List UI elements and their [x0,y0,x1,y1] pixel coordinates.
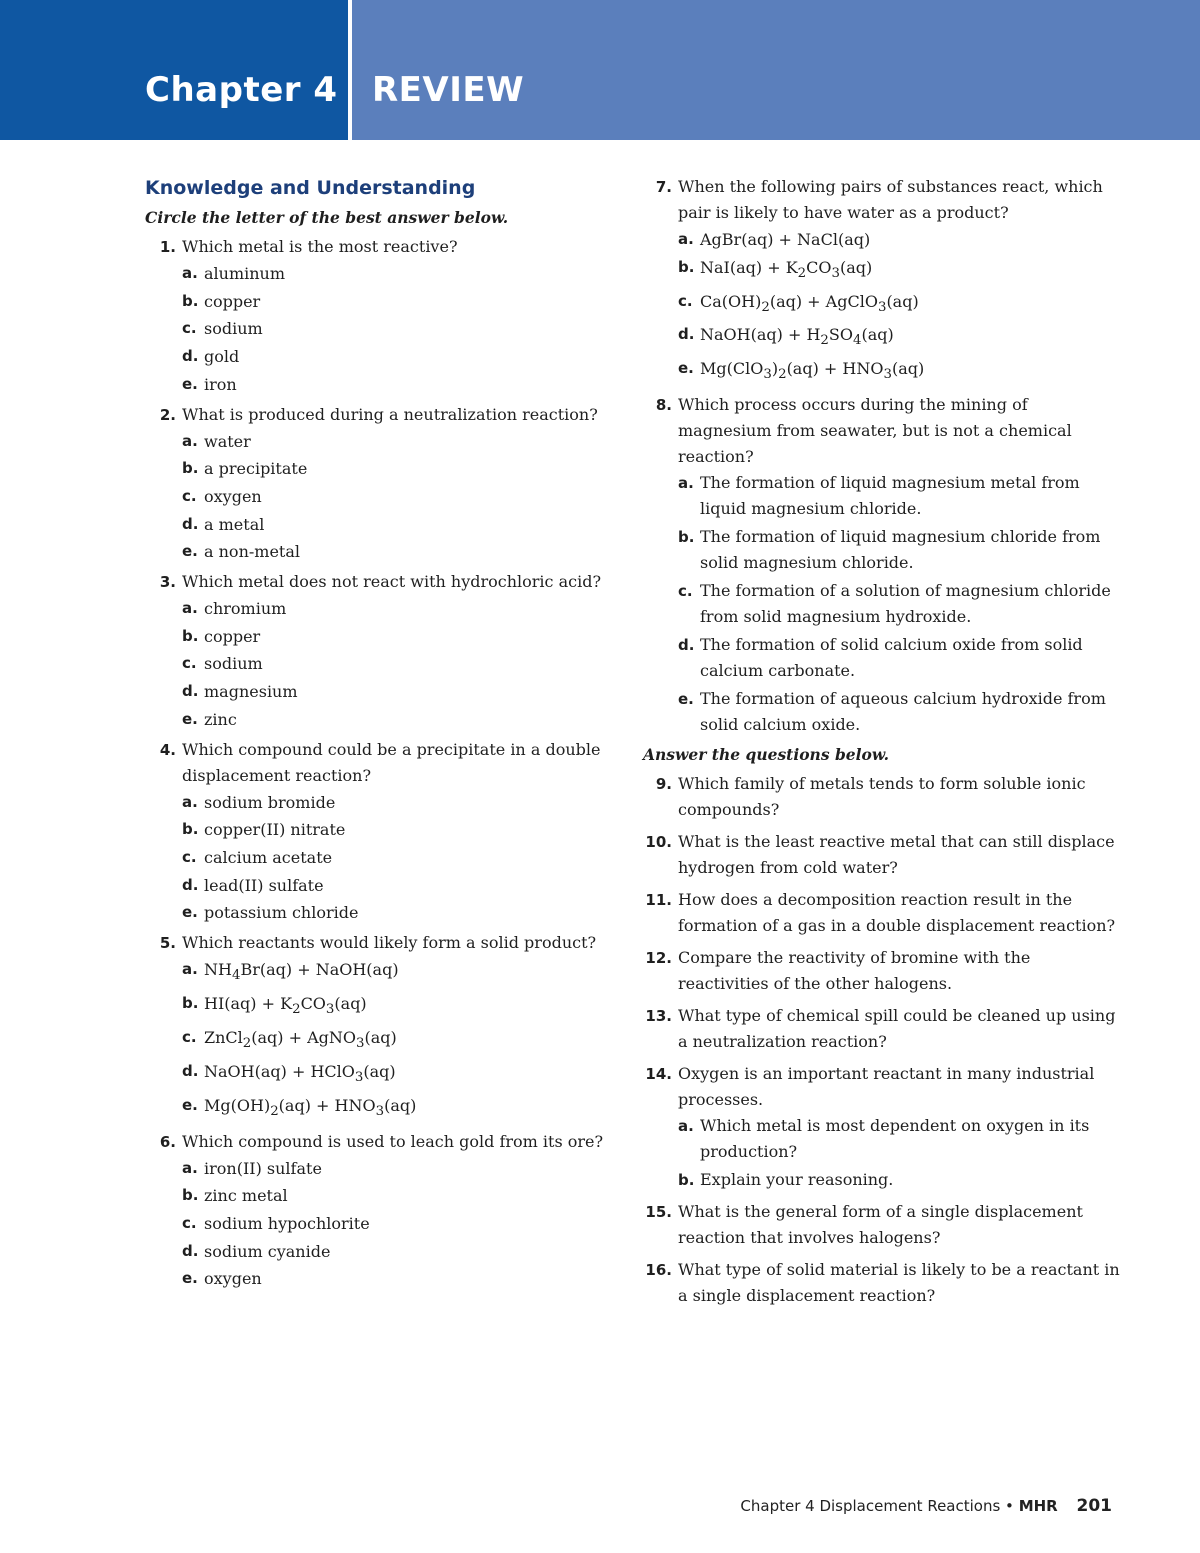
option-text: The formation of a solution of magnesium chloride from solid magnesium hydroxide. [700,581,1111,627]
option-letter: e. [182,374,198,393]
option-text: The formation of aqueous calcium hydroxide from solid calcium oxide. [700,689,1106,735]
option-letter: d. [182,514,199,533]
review-title: REVIEW [372,70,525,110]
option-letter: a. [678,230,694,248]
option-formula: NaOH(aq) + $H_2SO_4(aq)$ [700,325,894,349]
question-text: What type of chemical spill could be cleaned up using a neutralization reaction? [678,1006,1116,1052]
question-text: When the following pairs of substances react, which pair is likely to have water as a product? [678,177,1103,222]
option-letter: e. [678,359,694,378]
question-5 [145,930,615,1125]
option-b[interactable] [678,524,1123,576]
option-d[interactable] [678,632,1123,684]
option-letter: a. [182,431,198,450]
option-text: The formation of liquid magnesium chloride from solid magnesium chloride. [700,527,1101,573]
option-letter: e. [182,542,198,561]
option-letter: c. [678,291,693,310]
left-column [145,174,615,1296]
question-text: Which metal is the most reactive? [182,237,458,256]
option-letter: c. [678,582,693,601]
option-a[interactable] [182,260,615,288]
question-1 [145,234,615,399]
option-formula: $Mg(OH)_2(aq) + HNO_3(aq)$ [204,1095,417,1119]
option-text: copper(II) nitrate [204,820,346,840]
option-letter: a. [678,1117,694,1136]
option-text: potassium chloride [204,903,359,923]
option-d[interactable] [182,1238,615,1266]
option-text: a metal [204,514,265,534]
question-text: What is produced during a neutralization reaction? [182,404,598,424]
question-number: 15. [645,1203,672,1222]
option-text: Explain your reasoning. [700,1170,894,1190]
question-7 [643,174,1123,389]
footer-chapter-text: Chapter 4 Displacement Reactions • [740,1497,1014,1515]
option-a[interactable] [182,595,615,623]
answer-options [182,260,615,399]
option-text: oxygen [204,486,262,506]
option-b[interactable] [182,288,615,316]
option-d[interactable] [182,1058,615,1092]
option-b[interactable] [182,816,615,844]
option-letter: b. [678,1171,695,1190]
question-number: 13. [645,1007,672,1026]
option-text: copper [204,291,261,311]
question-9 [643,771,1123,823]
question-number: 2. [159,405,176,424]
option-letter: c. [182,654,197,673]
option-d[interactable] [678,321,1123,355]
question-text: Which compound could be a precipitate in a double displacement reaction? [182,739,601,785]
option-text: sodium hypochlorite [204,1213,370,1233]
option-letter: a. [678,474,694,493]
question-6 [145,1129,615,1294]
option-letter: c. [182,1213,197,1232]
option-a[interactable] [678,226,1123,254]
option-letter: d. [182,682,199,701]
question-number: 12. [645,949,672,968]
option-e[interactable] [182,899,615,927]
option-c[interactable] [182,483,615,511]
option-formula: $NaI(aq) + K_2CO_3(aq)$ [700,257,873,281]
option-formula: AgBr(aq) + NaCl(aq) [700,230,871,249]
option-text: Which metal is most dependent on oxygen in its production? [700,1116,1090,1162]
question-2 [145,402,615,567]
question-number: 9. [655,775,672,794]
option-e[interactable] [678,686,1123,738]
chapter-banner [0,0,1200,140]
question-3 [145,569,615,734]
option-d[interactable] [182,678,615,706]
option-text: zinc metal [204,1186,288,1206]
option-text: magnesium [204,682,298,702]
option-c[interactable] [182,1024,615,1058]
option-a[interactable] [182,956,615,990]
option-c[interactable] [182,844,615,872]
chapter-title: Chapter 4 [145,70,338,110]
option-text: a precipitate [204,459,308,479]
option-letter: b. [182,993,199,1012]
option-letter: b. [182,291,199,310]
question-text: Oxygen is an important reactant in many industrial processes. [678,1064,1095,1110]
answer-options [182,1155,615,1294]
option-letter: a. [182,792,198,811]
option-letter: d. [182,1061,199,1080]
option-text: gold [204,347,240,367]
question-text: Which family of metals tends to form soluble ionic compounds? [678,774,1086,820]
option-text: The formation of liquid magnesium metal from liquid magnesium chloride. [700,473,1080,519]
option-letter: c. [182,847,197,866]
option-c[interactable] [182,650,615,678]
page-footer [740,1496,1112,1516]
question-number: 14. [645,1065,672,1084]
sub-question-a [678,1113,1123,1165]
option-text: zinc [204,709,237,729]
option-b[interactable] [182,1182,615,1210]
question-number: 7. [655,178,672,196]
answer-options [678,226,1123,389]
option-letter: b. [182,1186,199,1205]
option-a[interactable] [182,789,615,817]
question-number: 3. [159,573,176,592]
option-b[interactable] [182,455,615,483]
option-letter: d. [678,325,695,344]
question-text: What type of solid material is likely to be a reactant in a single displacement reaction? [678,1260,1120,1306]
option-e[interactable] [182,1265,615,1293]
question-number: 5. [159,934,176,953]
option-b[interactable] [678,254,1123,288]
option-formula: $Mg(ClO_3)_2(aq) + HNO_3(aq)$ [700,359,925,383]
question-4 [145,737,615,928]
option-d[interactable] [182,872,615,900]
option-letter: e. [182,709,198,728]
option-letter: c. [182,486,197,505]
question-number: 1. [159,238,176,256]
sub-question-b [678,1167,1123,1193]
answer-options [182,789,615,928]
option-letter: b. [182,820,199,839]
option-text: aluminum [204,264,286,283]
option-letter: d. [678,636,695,655]
option-e[interactable] [678,355,1123,389]
option-letter: e. [182,903,198,922]
option-letter: d. [182,347,199,366]
answer-options [678,470,1123,738]
option-letter: a. [182,1158,198,1177]
option-text: iron [204,374,237,394]
option-d[interactable] [182,511,615,539]
option-text: sodium cyanide [204,1241,331,1261]
option-formula: NaOH(aq) + HClO$_3$(aq) [204,1061,396,1085]
option-letter: d. [182,1241,199,1260]
option-b[interactable] [182,623,615,651]
option-formula: ZnCl$_2$(aq) + AgNO$_3$(aq) [204,1027,397,1052]
question-text: Which reactants would likely form a solid product? [182,933,597,953]
option-letter: e. [182,1095,198,1114]
question-number: 6. [159,1132,176,1151]
option-letter: d. [182,875,199,894]
instruction-multiple-choice: Circle the letter of the best answer below. [145,208,509,227]
question-text: Which process occurs during the mining of magnesium from seawater, but is not a chemical reaction? [678,395,1072,467]
option-letter: b. [182,626,199,645]
option-letter: b. [678,257,695,276]
option-e[interactable] [182,538,615,566]
option-b[interactable] [182,990,615,1024]
option-a[interactable] [678,470,1123,522]
option-c[interactable] [678,288,1123,322]
option-e[interactable] [182,371,615,399]
option-text: sodium bromide [204,792,336,812]
option-text: sodium [204,319,263,339]
question-12 [643,945,1123,997]
question-text: Which compound is used to leach gold from its ore? [182,1131,604,1151]
option-text: The formation of solid calcium oxide from solid calcium carbonate. [700,635,1083,681]
option-letter: c. [182,319,197,338]
right-column [643,174,1123,1315]
answer-options [182,956,615,1125]
option-text: iron(II) sulfate [204,1158,322,1178]
option-letter: b. [182,459,199,478]
option-letter: a. [182,264,198,282]
option-letter: e. [182,1269,198,1288]
option-c[interactable] [182,315,615,343]
question-8 [643,392,1123,738]
question-13 [643,1003,1123,1055]
option-formula: $Ca(OH)_2(aq)$ + AgClO$_3$(aq) [700,291,919,315]
question-text: What is the least reactive metal that can still displace hydrogen from cold water? [678,832,1115,878]
option-text: chromium [204,599,287,619]
option-text: oxygen [204,1269,262,1289]
option-d[interactable] [182,343,615,371]
option-c[interactable] [678,578,1123,630]
option-text: sodium [204,654,263,674]
option-c[interactable] [182,1210,615,1238]
question-text: What is the general form of a single displacement reaction that involves halogens? [678,1202,1083,1248]
option-text: calcium acetate [204,847,333,867]
option-text: copper [204,626,261,646]
question-number: 4. [159,740,176,759]
answer-options [182,428,615,567]
option-e[interactable] [182,1092,615,1126]
question-10 [643,829,1123,881]
question-number: 8. [655,396,672,415]
option-text: water [204,431,251,451]
question-number: 16. [645,1261,672,1280]
question-11 [643,887,1123,939]
option-letter: b. [678,528,695,547]
question-text: How does a decomposition reaction result in the formation of a gas in a double displacement reaction? [678,890,1116,936]
option-e[interactable] [182,706,615,734]
question-number: 10. [645,833,672,852]
option-a[interactable] [182,428,615,456]
option-letter: c. [182,1027,197,1046]
option-letter: e. [678,690,694,709]
sub-questions [678,1113,1123,1193]
option-text: lead(II) sulfate [204,875,324,895]
question-16 [643,1257,1123,1309]
option-a[interactable] [182,1155,615,1183]
option-letter: a. [182,599,198,618]
question-15 [643,1199,1123,1251]
option-formula: $NH_4Br(aq)$ + NaOH(aq) [204,960,399,984]
option-formula: $HI(aq) + K_2CO_3(aq)$ [204,993,367,1018]
instruction-short-answer: Answer the questions below. [643,745,890,765]
question-text: Which metal does not react with hydrochloric acid? [182,572,602,592]
question-text: Compare the reactivity of bromine with the reactivities of the other halogens. [678,948,1031,994]
question-14 [643,1061,1123,1193]
publisher-mark: MHR [1018,1497,1058,1515]
section-heading: Knowledge and Understanding [145,177,476,199]
option-letter: a. [182,960,198,979]
question-number: 11. [645,891,672,910]
option-text: a non-metal [204,542,300,562]
answer-options [182,595,615,734]
page-number: 201 [1076,1496,1112,1516]
